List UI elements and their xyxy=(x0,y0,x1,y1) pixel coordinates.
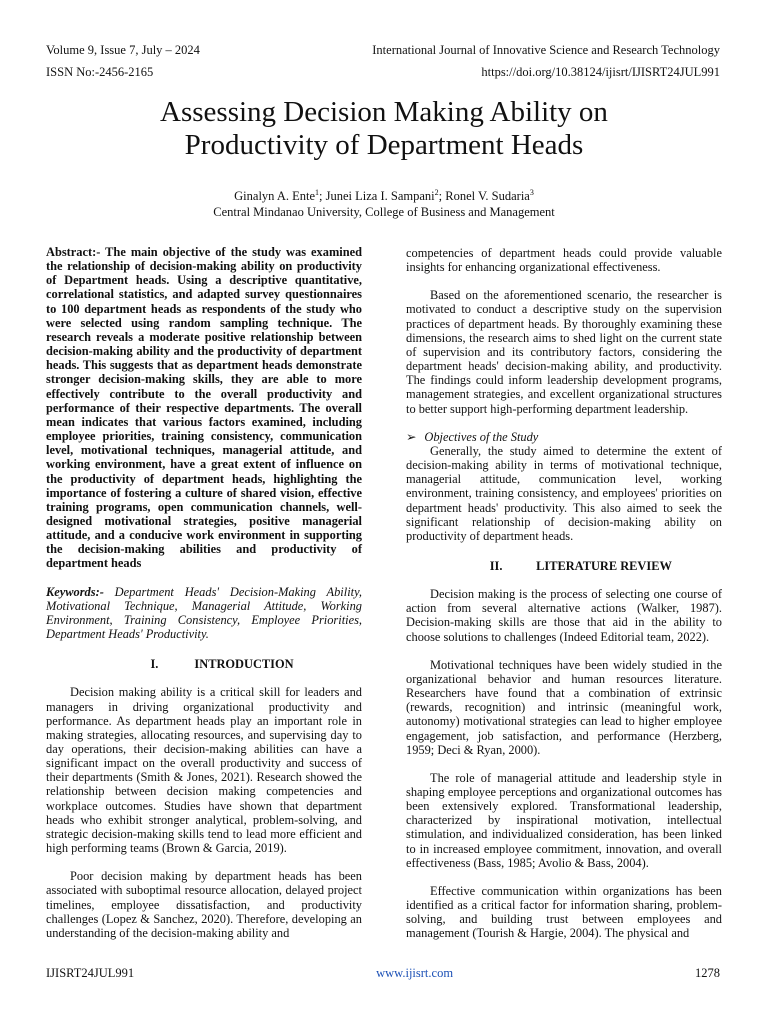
lit-paragraph-1: Decision making is the process of selecting one course of action from several alternative actions (Walker, 1987). Decision-making skills are those that aid in the ability to choose solutions to challenges (Indeed Editorial team, 2022). xyxy=(406,587,722,644)
right-paragraph-1: Based on the aforementioned scenario, the researcher is motivated to conduct a descriptive study on the supervision practices of department heads. By thoroughly examining these dimensions, the research aims to shed light on the current state of supervision and its contributory factors, considering the department heads' decision-making ability, and productivity. The findings could inform leadership development programs, management strategies, and excellent organizational structures to better support high-performing department leadership. xyxy=(406,288,722,416)
page-header-row-1 xyxy=(46,43,720,58)
footer-site-link[interactable]: www.ijisrt.com xyxy=(376,966,454,980)
journal-name: International Journal of Innovative Science and Research Technology xyxy=(372,43,720,57)
lit-paragraph-3: The role of managerial attitude and leadership style in shaping employee perceptions and organizational outcomes has been extensively explored. Transformational leadership, characterized by inspirational motivation, intellectual stimulation, and individualized consideration, has been linked to in increased employee commitment, innovation, and overall effectiveness (Bass, 1985; Avolio & Bass, 2004). xyxy=(406,770,722,870)
author-3-sup: 3 xyxy=(529,188,534,197)
keywords-text: Department Heads' Decision-Making Ability, Motivational Technique, Managerial Attitude, Working Environment, Training Consistency, Employee Priorities, Department Heads' Productivity. xyxy=(46,584,362,642)
section-heading-introduction xyxy=(46,657,362,671)
affiliation: Central Mindanao University, College of Business and Management xyxy=(213,205,555,220)
author-2: ; Junei Liza I. Sampani xyxy=(319,189,435,204)
objectives-heading-text: Objectives of the Study xyxy=(424,429,539,444)
section-number: II. xyxy=(489,558,503,573)
title-line-1: Assessing Decision Making Ability on xyxy=(160,96,608,128)
paper-title xyxy=(60,96,708,162)
intro-paragraph-2: Poor decision making by department heads has been associated with suboptimal resource allocation, delayed project timelines, employee dissatisfaction, and productivity challenges (Lopez & Sanchez, 2020). Therefore, developing an understanding of the decision-making ability and xyxy=(46,869,362,940)
page-header-row-2 xyxy=(46,65,720,80)
author-1: Ginalyn A. Ente xyxy=(234,189,316,204)
page-number: 1278 xyxy=(695,966,720,980)
title-line-2: Productivity of Department Heads xyxy=(184,129,584,161)
section-heading-literature-review xyxy=(406,559,722,573)
lit-paragraph-2: Motivational techniques have been widely studied in the organizational behavior and human resources literature. Researchers have found that a combination of extrinsic (rewards, recognition) and intrinsic (meaningful work, autonomy) motivational strategies can lead to higher employee engagement, job satisfaction, and performance (Herzberg, 1959; Deci & Ryan, 2000). xyxy=(406,657,722,757)
doi-link[interactable]: https://doi.org/10.38124/ijisrt/IJISRT24JUL991 xyxy=(481,65,720,79)
volume-info: Volume 9, Issue 7, July – 2024 xyxy=(46,43,200,57)
issn: ISSN No:-2456-2165 xyxy=(46,65,154,79)
objectives-heading xyxy=(406,430,722,444)
right-column xyxy=(406,246,722,941)
author-2-sup: 2 xyxy=(434,188,439,197)
author-names xyxy=(0,185,768,204)
objectives-paragraph: Generally, the study aimed to determine the extent of decision-making ability in terms of motivational technique, managerial attitude, communication level, working environment, training consistency, and employees' priorities on department heads' productivity. This also aimed to seek the significant relationship of decision-making ability on productivity of department heads. xyxy=(406,443,722,543)
intro-paragraph-1: Decision making ability is a critical skill for leaders and managers in driving organizational productivity and performance. As department heads play an important role in making strategies, allocating resources, and supervising day to day operations, their decision-making abilities can have a significant impact on the overall productivity and success of their departments (Smith & Jones, 2021). Research showed the relationship between decision making competencies and workplace outcomes. Studies have shown that department heads who exhibit stronger analytical, problem-solving, and strategic decision-making skills tend to lead more efficient and high performing teams (Brown & Garcia, 2019). xyxy=(46,685,362,856)
section-title: LITERATURE REVIEW xyxy=(536,558,672,573)
author-1-sup: 1 xyxy=(315,188,320,197)
abstract: Abstract:- The main objective of the study was examined the relationship of decision-making ability on productivity of Department heads. Using a descriptive quantitative, correlational statistics, and adapted survey questionnaires to 100 department heads as respondents of the study who were selected using random sampling technique. The research reveals a moderate positive relationship between decision-making ability and the productivity of department heads. This suggests that as department heads demonstrate stronger decision-making skills, they are able to more effectively contribute to the overall productivity and performance of their respective departments. The overall mean indicates that various factors examined, including employee priorities, training consistency, communication level, motivational techniques, managerial attitude, and working environment, have a great extent of influence on the productivity of department heads, highlighting the importance of fostering a culture of shared vision, effective training programs, open communication channels, well-designed motivational strategies, positive managerial attitude, and a conducive work environment in supporting the decision-making abilities and productivity of department heads xyxy=(46,245,362,571)
section-title: INTRODUCTION xyxy=(194,657,294,672)
left-column xyxy=(46,245,362,940)
keywords-label: Keywords:- xyxy=(46,584,104,599)
lit-paragraph-4: Effective communication within organizations has been identified as a critical factor for information sharing, problem-solving, and building trust between employees and management (Tourish & Hargie, 2004). The physical and xyxy=(406,883,722,941)
footer-code: IJISRT24JUL991 xyxy=(46,966,135,980)
author-block xyxy=(0,185,768,220)
keywords xyxy=(46,585,362,642)
right-paragraph-0: competencies of department heads could provide valuable insights for enhancing organizational effectiveness. xyxy=(406,246,722,275)
author-3: ; Ronel V. Sudaria xyxy=(438,189,530,204)
arrow-bullet-icon: ➢ xyxy=(406,429,417,444)
page-footer xyxy=(46,966,720,981)
section-number: I. xyxy=(150,657,159,672)
